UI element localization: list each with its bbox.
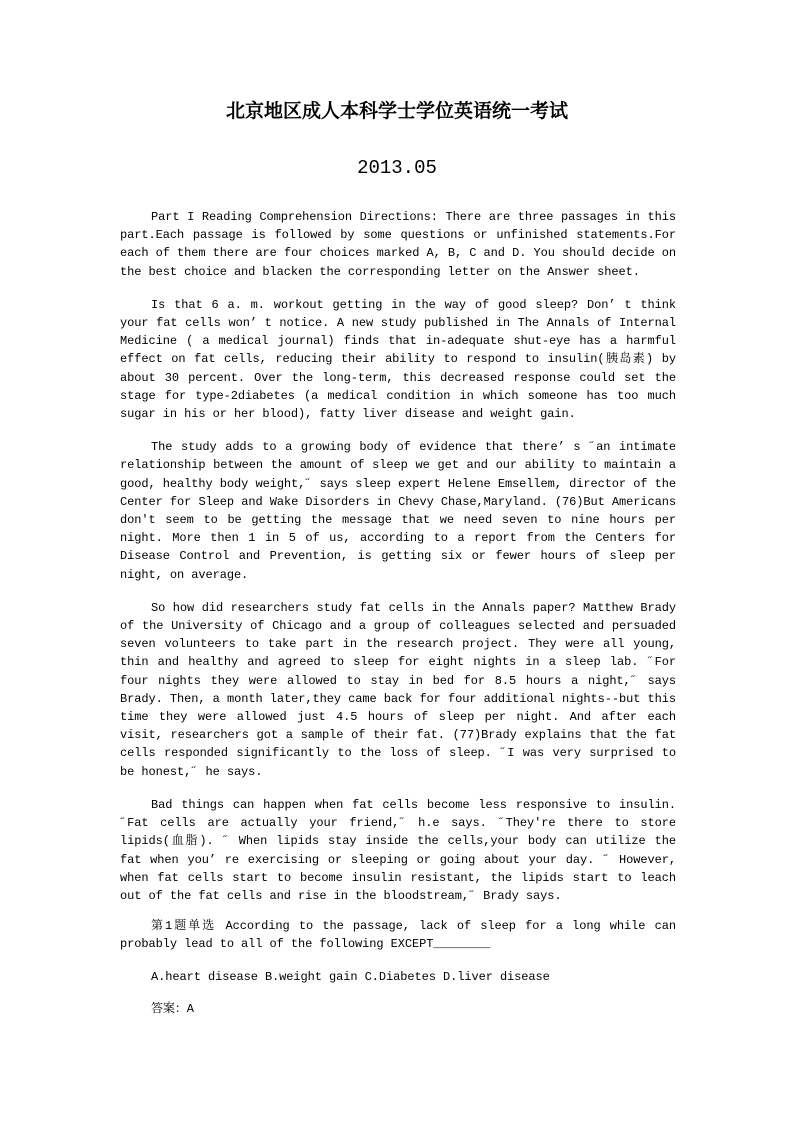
passage-paragraph-1: Is that 6 a. m. workout getting in the way of good sleep? Don’ t think your fat cells won’ t notice. A new study published in The Annals of Internal Medicine ( a medical journal) finds that in-adequate shut-eye has a harmful effect on fat cells, reducing their ability to respond to insulin(胰岛素) by about 30 percent. Over the long-term, this decreased response could set the stage for type-2diabetes (a medical condition in which someone has too much sugar in his or her blood), fatty liver disease and weight gain.: [120, 297, 676, 422]
exam-date: 2013.05: [357, 157, 437, 179]
passage-paragraph-3: So how did researchers study fat cells in the Annals paper? Matthew Brady of the University of Chicago and a group of colleagues selected and persuaded seven volunteers to take part in the research project. They were all young, thin and healthy and agreed to sleep for eight nights in a sleep lab. ˝For four nights they were allowed to stay in bed for 8.5 hours a night,˝ says Brady. Then, a month later,they came back for four additional nights--but this time they were allowed just 4.5 hours of sleep per night. And after each visit, researchers got a sample of their fat. (77)Brady explains that the fat cells responded significantly to the loss of sleep. ˝I was very surprised to be honest,˝ he says.: [120, 600, 676, 779]
document-body: [120, 208, 676, 1033]
question-1-options: A.heart disease B.weight gain C.Diabetes D.liver disease: [151, 969, 550, 984]
document-title: 北京地区成人本科学士学位英语统一考试: [225, 100, 568, 122]
passage-paragraph-2: The study adds to a growing body of evidence that there’ s ˝an intimate relationship between the amount of sleep we get and our ability to maintain a good, healthy body weight,˝ says sleep expert Helene Emsellem, director of the Center for Sleep and Wake Disorders in Chevy Chase,Maryland. (76)But Americans don't seem to be getting the message that we need seven to nine hours per night. More then 1 in 5 of us, according to a report from the Centers for Disease Control and Prevention, is getting six or fewer hours of sleep per night, on average.: [120, 440, 676, 582]
passage-paragraph-4: Bad things can happen when fat cells become less responsive to insulin. ˝Fat cells are actually your friend,˝ h.e says. ˝They're there to store lipids(血脂). ˝ When lipids stay inside the cells,your body can utilize the fat when you’ re exercising or sleeping or going about your day. ˝ However, when fat cells start to become insulin resistant, the lipids start to leach out of the fat cells and rise in the bloodstream,˝ Brady says.: [120, 797, 676, 903]
directions-paragraph: Part I Reading Comprehension Directions: There are three passages in this part.Each passage is followed by some questions or unfinished statements.For each of them there are four choices marked A, B, C and D. You should decide on the best choice and blacken the corresponding letter on the Answer sheet.: [120, 210, 676, 279]
question-1: 第1题单选 According to the passage, lack of sleep for a long while can probably lead to all of the following EXCEPT________: [120, 919, 676, 952]
question-1-answer: 答案：A: [151, 1001, 194, 1016]
